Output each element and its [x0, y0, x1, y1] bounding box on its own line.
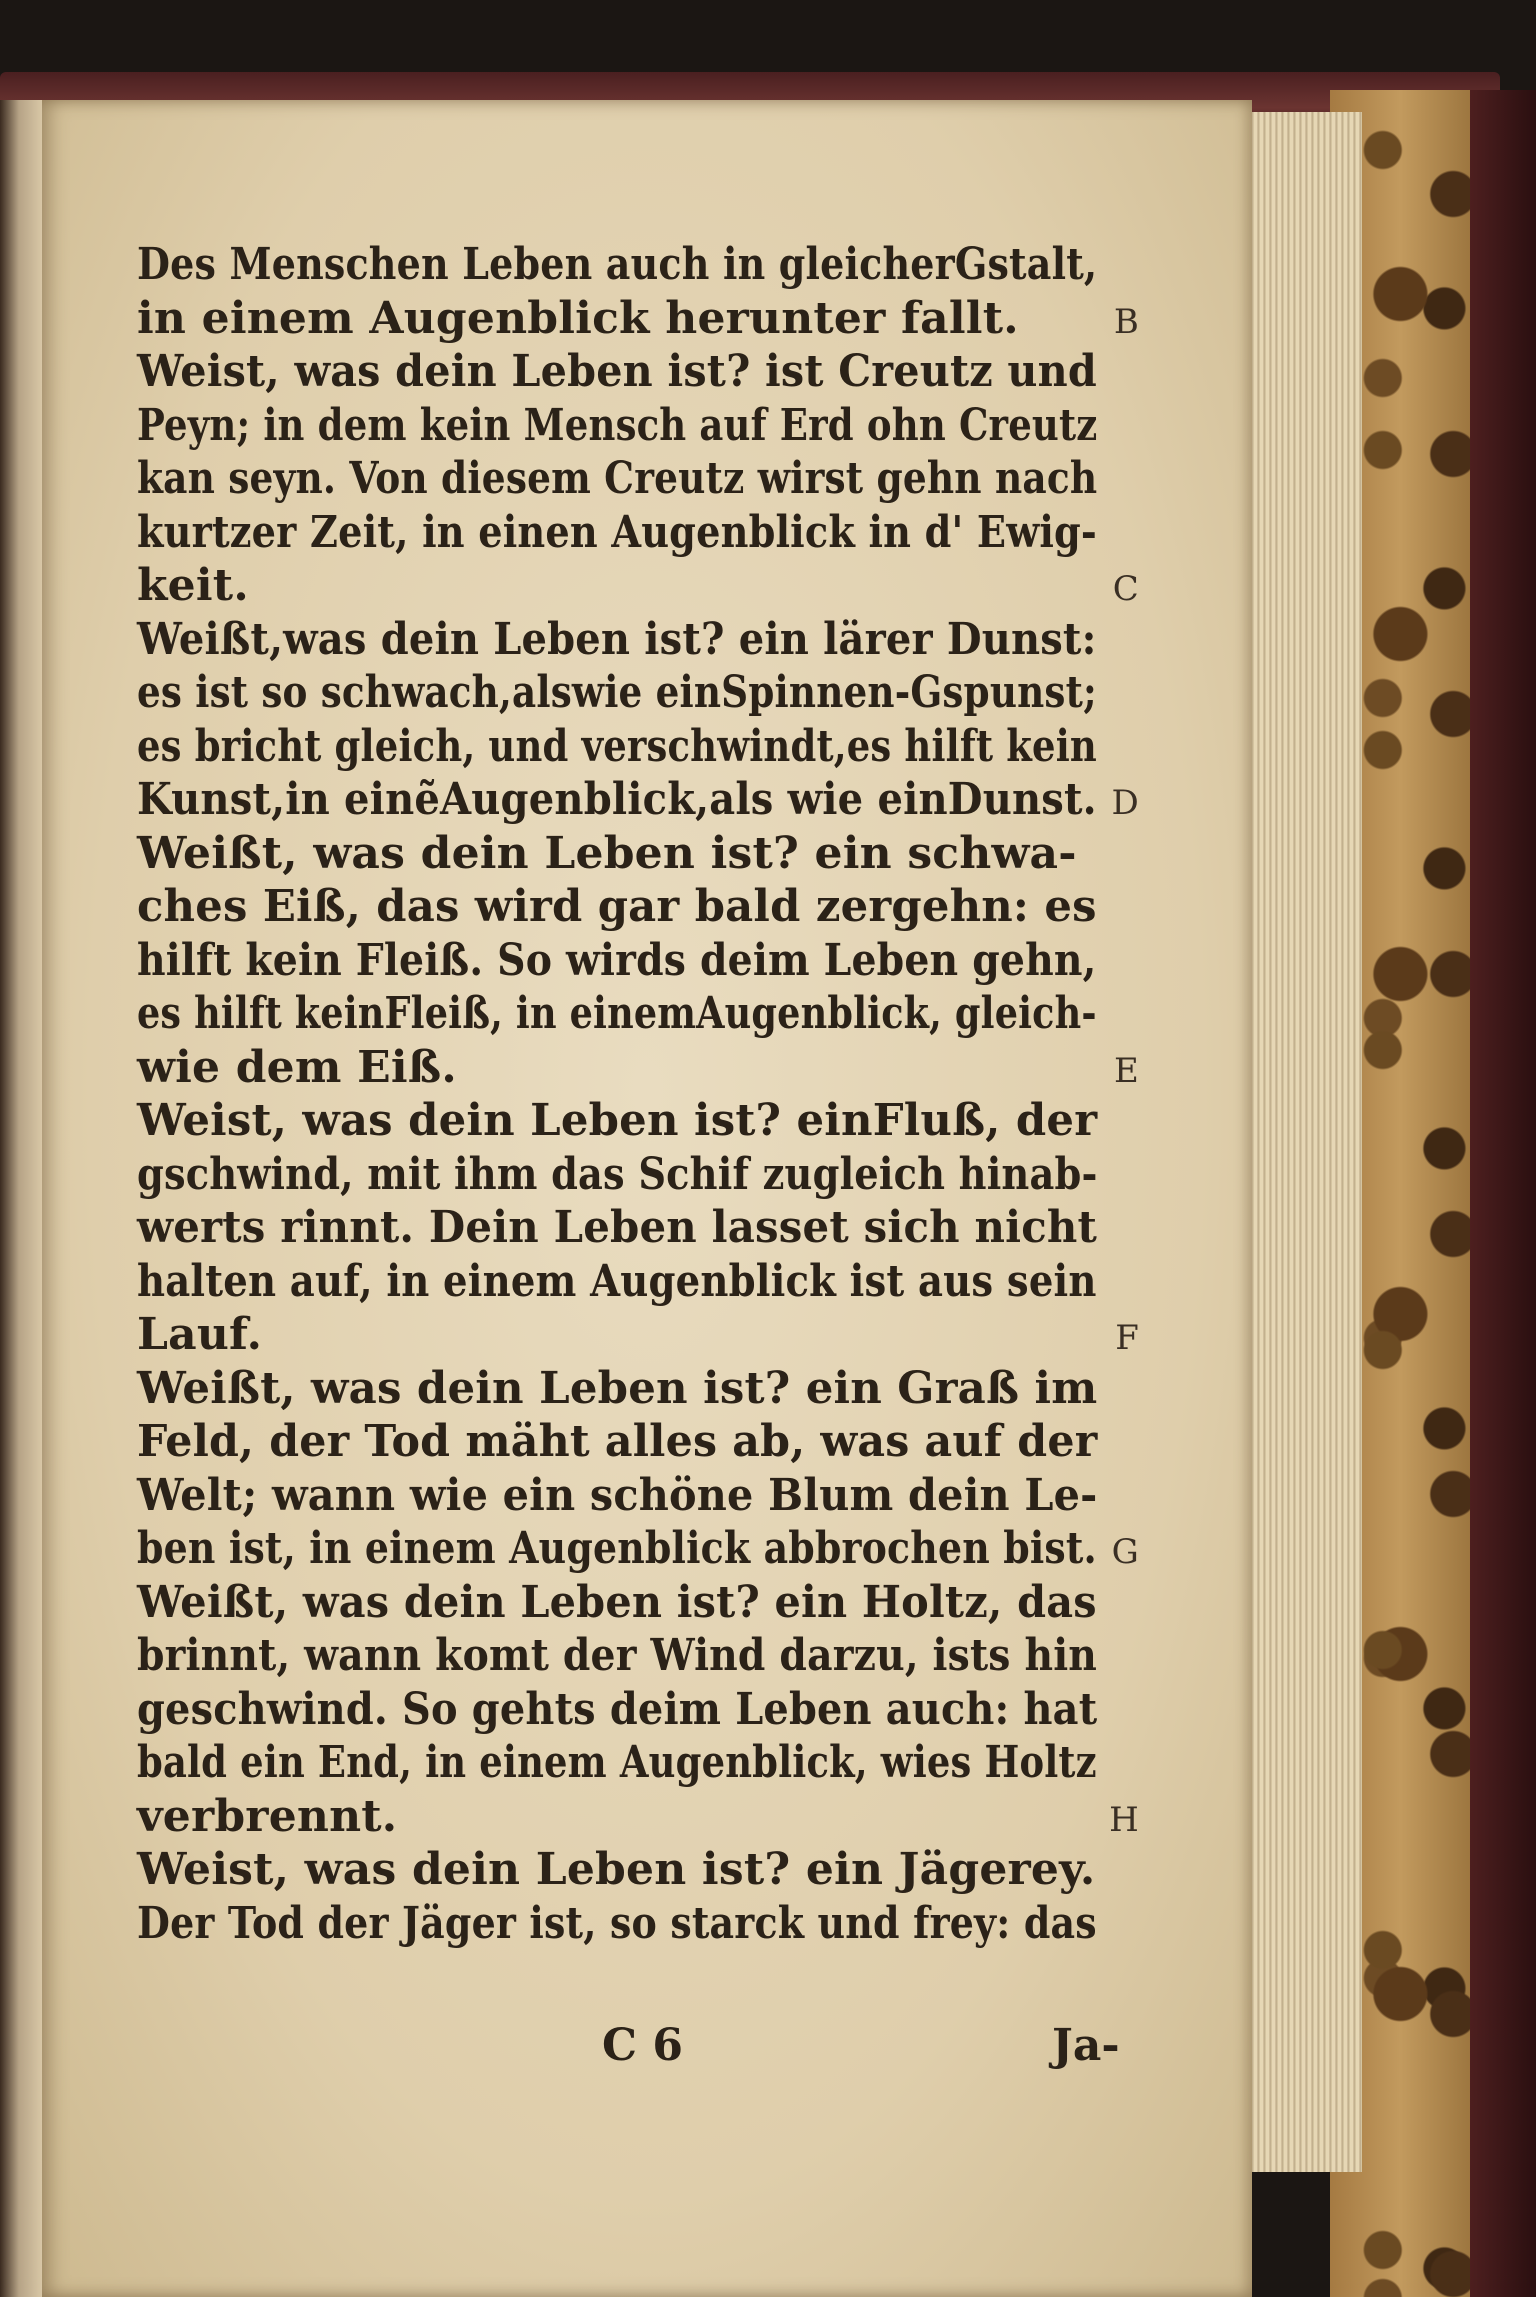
text-line-content: es ist so schwach,alswie einSpinnen-Gspunst;	[137, 667, 1097, 718]
text-line-content: Weißt, was dein Leben ist? ein Graß im	[137, 1362, 1098, 1414]
text-line	[137, 1843, 1127, 1897]
text-line-content: wie dem Eiß.	[137, 1041, 457, 1093]
text-line	[137, 773, 1139, 827]
text-line	[137, 1415, 1127, 1469]
section-marker: D	[1111, 783, 1139, 823]
text-line-content: halten auf, in einem Augenblick ist aus sein	[137, 1255, 1097, 1307]
text-line	[137, 880, 1127, 934]
text-line	[137, 506, 1127, 560]
text-line-content: Weist, was dein Leben ist? ein Jägerey.	[137, 1844, 1096, 1895]
section-marker: F	[1115, 1318, 1139, 1358]
text-line-content: keit.	[137, 560, 249, 611]
catchword: Ja-	[1052, 2020, 1120, 2071]
text-line-content: Weist, was dein Leben ist? einFluß, der	[137, 1095, 1098, 1146]
text-line	[137, 1094, 1127, 1148]
text-line	[137, 292, 1139, 346]
cover-spine	[1470, 90, 1536, 2297]
text-line	[137, 1683, 1127, 1737]
text-line	[137, 1308, 1139, 1362]
text-line	[137, 452, 1127, 506]
section-marker: E	[1113, 1050, 1139, 1091]
text-line-content: bald ein End, in einem Augenblick, wies Holtz	[137, 1737, 1097, 1788]
text-line-content: hilft kein Fleiß. So wirds deim Leben gehn,	[137, 934, 1097, 986]
text-line	[137, 720, 1127, 774]
text-line	[137, 399, 1127, 453]
section-marker: G	[1111, 1532, 1139, 1572]
text-line	[137, 238, 1127, 292]
text-line-content: es bricht gleich, und verschwindt,es hilft kein	[137, 720, 1097, 772]
text-line	[137, 666, 1127, 720]
text-line	[137, 1736, 1127, 1790]
book-page	[42, 100, 1252, 2297]
text-line-content: Weist, was dein Leben ist? ist Creutz und	[137, 346, 1097, 397]
text-line-content: Welt; wann wie ein schöne Blum dein Le-	[137, 1469, 1098, 1521]
text-line	[137, 827, 1127, 881]
section-marker: C	[1112, 569, 1139, 609]
text-line	[137, 987, 1127, 1041]
text-line	[137, 1201, 1127, 1255]
text-line-content: in einem Augenblick herunter fallt.	[137, 292, 1019, 344]
text-line-content: kurtzer Zeit, in einen Augenblick in d' Ewig-	[137, 506, 1097, 558]
text-line-content: Peyn; in dem kein Mensch auf Erd ohn Creutz	[137, 399, 1098, 451]
page-text	[137, 238, 1139, 1950]
text-line	[137, 345, 1127, 399]
gutter-leaf	[0, 100, 42, 2297]
text-line	[137, 1041, 1139, 1095]
text-line	[137, 1362, 1127, 1416]
text-line	[137, 1897, 1127, 1951]
text-line	[137, 613, 1127, 667]
text-line	[137, 1629, 1127, 1683]
text-line-content: werts rinnt. Dein Leben lasset sich nicht	[137, 1202, 1098, 1253]
text-line-content: ches Eiß, das wird gar bald zergehn: es	[137, 881, 1097, 932]
section-marker: B	[1113, 301, 1139, 342]
text-line-content: geschwind. So gehts deim Leben auch: hat	[137, 1683, 1098, 1735]
text-line-content: Der Tod der Jäger ist, so starck und frey: das	[137, 1897, 1097, 1949]
text-line-content: Kunst,in einẽAugenblick,als wie einDunst.	[137, 774, 1097, 825]
text-line-content: Weißt,was dein Leben ist? ein lärer Dunst:	[137, 613, 1097, 665]
text-line	[137, 1522, 1139, 1576]
text-line	[137, 934, 1127, 988]
text-line	[137, 1469, 1127, 1523]
text-line-content: Weißt, was dein Leben ist? ein Holtz, das	[137, 1576, 1097, 1628]
text-line	[137, 1576, 1127, 1630]
text-line-content: verbrennt.	[137, 1790, 398, 1842]
text-line-content: gschwind, mit ihm das Schif zugleich hinab-	[137, 1148, 1098, 1200]
text-line-content: kan seyn. Von diesem Creutz wirst gehn nach	[137, 453, 1098, 504]
text-line	[137, 1255, 1127, 1309]
text-line-content: brinnt, wann komt der Wind darzu, ists hin	[137, 1630, 1098, 1681]
text-line-content: ben ist, in einem Augenblick abbrochen bist.	[137, 1523, 1097, 1574]
text-line-content: Feld, der Tod mäht alles ab, was auf der	[137, 1416, 1098, 1467]
section-marker: H	[1109, 1799, 1139, 1840]
text-line	[137, 1148, 1127, 1202]
text-line-content: Des Menschen Leben auch in gleicherGstalt,	[137, 239, 1098, 290]
signature-mark: C 6	[602, 2020, 683, 2071]
text-line-content: Lauf.	[137, 1309, 263, 1360]
text-line	[137, 1790, 1139, 1844]
text-line	[137, 559, 1139, 613]
page-edges	[1240, 112, 1362, 2172]
text-line-content: Weißt, was dein Leben ist? ein schwa-	[137, 827, 1077, 879]
text-line-content: es hilft keinFleiß, in einemAugenblick, gleich-	[137, 988, 1097, 1039]
